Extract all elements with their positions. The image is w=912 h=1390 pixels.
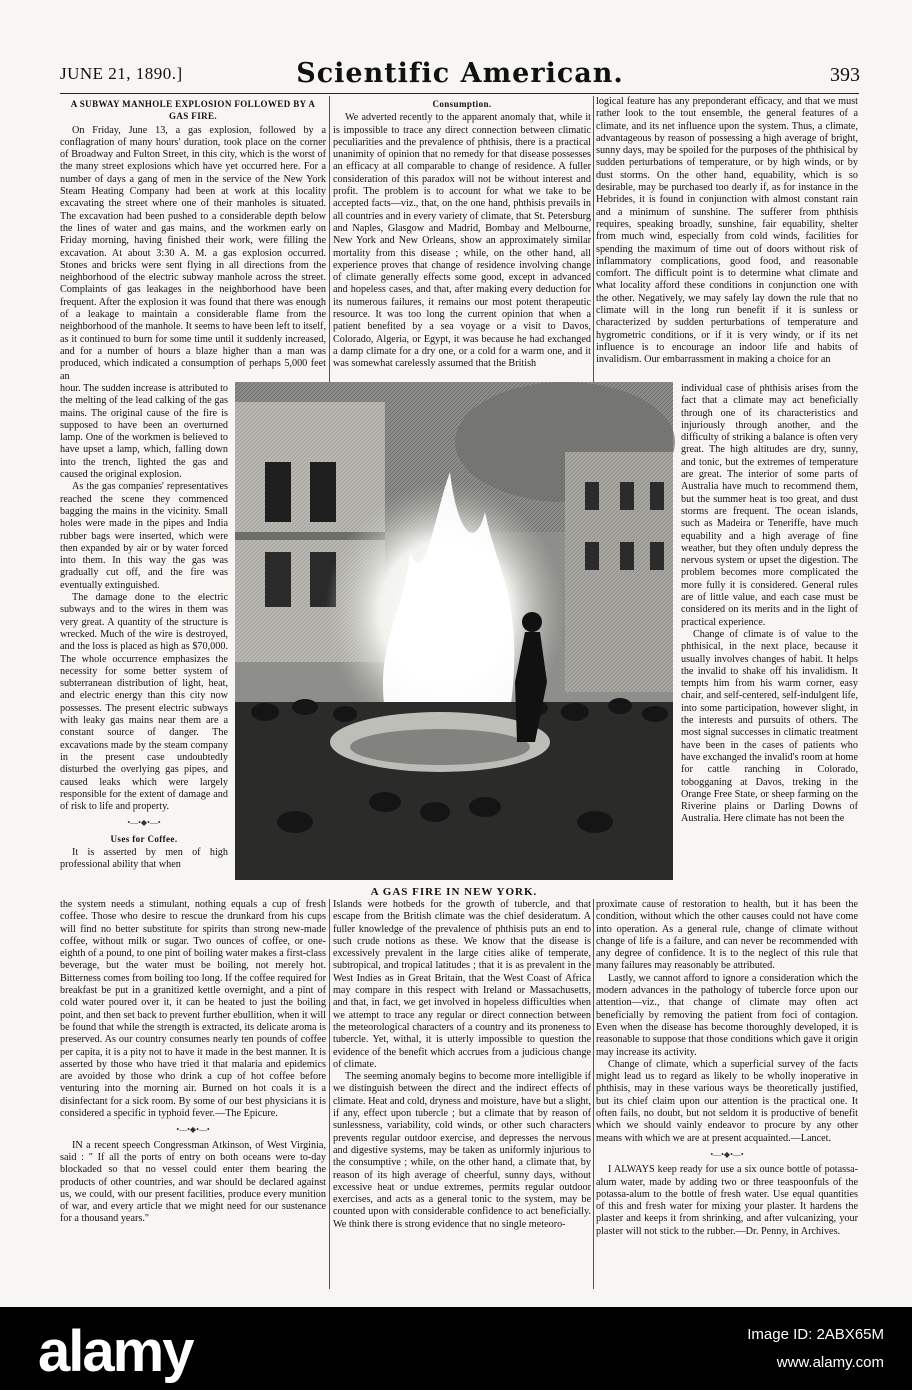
article-paragraph: logical feature has any preponderant efficacy, and that we must rather look to the tout ensemble, the general features of a climate, and its net influence upon the system. Thus, a climate, advantageous by reason of possessing a high average of bright, sunny days, may be spoiled for the purposes of the phthisical by sudden perturbations of temperature, or by high winds, or by dust storms. On the other hand, equability, which is so desirable, may be purchased too dearly if, as for instance in the Hebrides, it is found in conjunction with almost constant rain and a minimum of sunshine. The sufferer from phthisis requires, speaking broadly, sunshine, fair equability, shelter from much wind, especially from cold winds, facilities for spending the maximum of time out of doors without risk of inflammatory complications, good food, and reasonable comfort. The difficult point is to determine what climate and what locality afford these conditions in conjunction one with the other. Negatively, we may safely lay down the rule that no climate will in the long run benefit if it is sunless or characterized by sudden perturbations of temperature and hygrometric conditions, or if it is very windy, or if its net influence is to encourage an indoor life and habits of invalidism. Our embarrassment in making a choice for an <box>596 96 858 366</box>
column-2-top <box>333 96 591 378</box>
ornament-separator: •—•◆•—• <box>127 818 161 828</box>
article-paragraph: Islands were hotbeds for the growth of tubercle, and that escape from the British climate was the chief desideratum. A fuller knowledge of the prevalence of phthisis puts an end to such crude notions as these. We know that the disease is excessively prevalent in the large cities alike of temperate, subtropical, and tropical latitudes ; that it is as prevalent in the West Indies as in Great Britain, that the West Coast of Africa may compare in this respect with Ireland or Massachusetts, and that, in fact, we get involved in hopeless difficulties when we attempt to trace any regular or direct connection between the meteorological characters of a country and its proneness to tubercle. Yet, withal, it is utterly impossible to question the evidence of the benefit which accrues from a judicious change of climate. <box>333 899 591 1070</box>
figure-caption: A GAS FIRE IN NEW YORK. <box>370 886 538 898</box>
header-rule <box>60 93 859 94</box>
column-1-top <box>60 96 326 384</box>
column-divider <box>593 96 594 382</box>
article-paragraph: IN a recent speech Congressman Atkinson, of West Virginia, said : " If all the ports of entry on both oceans were to-day blockaded so that no vessel could enter them bearing the products of other countries, and war should be declared against us, we could, with our present facilities, produce every munition of war, and every article that we might need for our sustenance for a thousand years." <box>60 1139 326 1225</box>
watermark-logo: alamy <box>38 1319 193 1384</box>
column-1-narrow <box>60 383 228 871</box>
article-paragraph: The damage done to the electric subways and to the wires in them was very great. A quantity of the structure is wrecked. Much of the wire is destroyed, and the loss is placed as high as $70,000. The whole occurrence emphasizes the necessity for some better system of subterranean distribution of light, heat, and electric energy than this city now possesses. The present electric subways with leaky gas mains near them are a constant source of danger. The excavations made by the steam company in the present case undoubtedly disturbed the overlying gas pipes, and caused leaks which were largely responsible for the extent of damage and of risk to life and property. <box>60 592 228 813</box>
article-paragraph: The seeming anomaly begins to become more intelligible if we distinguish between the direct and the indirect effects of climate. Heat and cold, dryness and moisture, have but a slight, if any, effect upon tubercle ; but a climate that by reason of sunlessness, variability, cold winds, or other such characters prevents regular outdoor exercise, and depresses the nervous and digestive systems, may be taken as uniformly injurious to the consumptive ; while, on the other hand, a climate that, by reason of its high average of cheerful, sunny days, without excessive heat or undue extremes, permits regular outdoor exercises, and acts as a general tonic to the system, may be counted upon with considerable confidence to act beneficially. We think there is strong evidence that no single meteoro- <box>333 1071 592 1230</box>
article-paragraph: We adverted recently to the apparent anomaly that, while it is impossible to trace any direct connection between climatic peculiarities and the prevalence of phthisis, there is a practical unanimity of opinion that no remedy for that disease possesses an efficacy at all comparable to change of residence. A fuller consideration of this paradox will not be without interest and profit. The problem is to account for what we take to be accepted facts—viz., that, on the one hand, phthisis prevails in all countries and in every variety of climate, that St. Petersburg and Naples, Glasgow and Madrid, Bombay and Melbourne, New York and New Orleans, show an approximately similar mortality from this disease ; while, on the other hand, all experience proves that change of residence involving change of climate generally effects some good, except in advanced and hopeless cases, and that, after making every deduction for its numerous failures, it remains our most potent therapeutic resource. It was too long the current opinion that when a patient benefited by a sea voyage or a visit to Davos, Colorado, Algeria, or Egypt, it was because he had exchanged a damp climate for a dry one, or a cold for a warm one, and it was somewhat carelessly assumed that the British <box>333 112 591 370</box>
article-paragraph: Change of climate is of value to the phthisical, in the next place, because it usually involves changes of habit. It helps the invalid to shake off his invalidism. It tempts him from his warm corner, easy chair, and self-centered, self-indulgent life, into some participation, however slight, in the interests and pursuits of others. The most signal successes in climatic treatment have been in the cases of patients who have exchanged the invalid's room at home for cattle ranching in Colorado, tobogganing at Davos, treking in the Orange Free State, or sheep farming on the Riverine plains or Darling Downs of Australia. Here climate has not been the <box>681 628 858 825</box>
article-paragraph: I ALWAYS keep ready for use a six ounce bottle of potassa-alum water, made by adding two or three teaspoonfuls of the potassa-alum to the bottle of fresh water. Use equal quantities of this and fresh water for mixing your plaster. It hardens the plaster and keeps it from shrinking, and after vulcanizing, your plaster will not stick to the rubber.—Dr. Penny, in Archives. <box>596 1164 858 1237</box>
article-paragraph: proximate cause of restoration to health, but it has been the condition, without which the other causes could not have come into operation. As a general rule, change of climate without change of life is a failure, and can never be recommended with any degree of confidence. It is to the neglect of this rule that many failures may reasonably be attributed. <box>596 899 858 972</box>
watermark-image-id: Image ID: 2ABX65M <box>747 1326 884 1343</box>
ornament-separator: •—•◆•—• <box>710 1149 744 1159</box>
article-headline-subway: A SUBWAY MANHOLE EXPLOSION FOLLOWED BY A GAS FIRE. <box>70 99 316 122</box>
column-3-narrow <box>681 383 858 897</box>
article-paragraph: Lastly, we cannot afford to ignore a consideration which the modern advances in the pathology of tubercle force upon our attention—viz., that change of climate may often act beneficially by removing the patient from foci of contagion. Even when the disease has become thoroughly developed, it is reasonable to suppose that those conditions which gave it origin may increase its activity. <box>596 972 858 1058</box>
engraving-illustration <box>235 382 673 880</box>
watermark-url: www.alamy.com <box>776 1354 884 1371</box>
publication-title: Scientific American. <box>296 58 624 89</box>
article-headline-coffee: Uses for Coffee. <box>110 833 178 844</box>
article-headline-consumption: Consumption. <box>432 99 492 109</box>
column-3-bottom <box>596 899 858 1291</box>
page-number: 393 <box>830 64 860 86</box>
gas-fire-engraving <box>235 382 673 880</box>
column-divider <box>329 96 330 382</box>
page-header <box>60 58 860 94</box>
article-paragraph: the system needs a stimulant, nothing equals a cup of fresh coffee. Those who desire to rescue the drunkard from his cups will find no better substitute for spirits than strong new-made coffee, without milk or sugar. Two ounces of coffee, or one-eighth of a pound, to one pint of boiling water makes a first-class beverage, but the water must be boiling, not merely hot. Bitterness comes from boiling too long. If the coffee required for breakfast be put in a granitized kettle overnight, and a pint of cold water poured over it, it can be heated to just the boiling point, and then set back to prevent further ebullition, when it will be found that while the strength is extracted, its delicate aroma is preserved. As our country consumes nearly ten pounds of coffee per capita, it is a pity not to have it made in the best manner. It is asserted by those who have tried it that malaria and epidemics are avoided by those who drink a cup of hot coffee before venturing into the morning air. Burned on hot coals it is a disinfectant for a sick room. By some of our best physicians it is considered a specific in typhoid fever.—The Epicure. <box>60 899 326 1120</box>
article-paragraph: Change of climate, which a superficial survey of the facts might lead us to regard as likely to be wholly inoperative in phthisis, may in these various ways be theoretically justified, but its chief claim upon our attention is the practical one. It often fails, no doubt, but not seldom it is productive of benefit which we should vainly endeavor to procure by any other means with which we are at present acquainted.—Lancet. <box>596 1058 858 1144</box>
column-1-bottom <box>60 899 326 1291</box>
issue-date: JUNE 21, 1890.] <box>60 64 183 83</box>
article-paragraph: On Friday, June 13, a gas explosion, followed by a conflagration of many hours' duration, took place on the corner of Broadway and Fulton Street, in this city, which is the worst of the many street explosions which have yet occurred here. For a number of days a gang of men in the service of the New York Steam Heating Company had been at work at this locality excavating the street where one of their manholes is situated. The excavation had been pushed to a considerable depth below the lines of water and gas mains, and the workmen early on Friday morning, having finished their work, were filling the excavation. At about 3:30 A. M. a gas explosion occurred. Stones and bricks were sent flying in all directions from the neighborhood of the electric subway manhole across the street. Complaints of gas leakages in the neighborhood have been frequent. After the explosion it was found that there was enough of a leakage to maintain a considerable flame from the neighborhood of the manhole. It seems to have been left to itself, as it continued to burn for some time until it suddenly increased, and for a number of hours a blaze higher than a man was produced, which indicated a consumption of perhaps 5,000 feet an <box>60 124 326 382</box>
column-divider <box>329 899 330 1289</box>
column-divider <box>593 899 594 1289</box>
article-paragraph: hour. The sudden increase is attributed to the melting of the lead calking of the gas mains. The original cause of the fire is supposed to have been an overturned lamp. One of the workmen is believed to have upset a lamp, which, falling down into the trench, lighted the gas and caused the original explosion. <box>60 383 228 481</box>
article-paragraph: As the gas companies' representatives reached the scene they commenced bagging the mains in the vicinity. Small holes were made in the pipes and India rubber bags were inserted, which were then expanded by air or by water forced into them. In this way the gas was gradually cut off, and the fire was eventually extinguished. <box>60 481 228 591</box>
ornament-separator: •—•◆•—• <box>176 1125 210 1135</box>
article-paragraph: It is asserted by men of high professional ability that when <box>60 846 228 871</box>
column-2-bottom <box>333 899 591 1291</box>
article-paragraph: individual case of phthisis arises from the fact that a climate may act beneficially through one of its characteristics and injuriously through another, and the difficulty of striking a balance is often very great. The high altitudes are dry, sunny, and tonic, but the extremes of temperature are great. The interior of some parts of Australia have much to recommend them, but the summer heat is too great, and dust storms are frequent. The ocean islands, such as Madeira or Teneriffe, have much equability and a high average of fine weather, but they often unduly depress the nervous system or upset the digestion. The problem becomes more complicated the more fully it is considered. General rules are of little value, and each case must be considered on its merits and in the light of practical experience. <box>681 383 858 628</box>
column-3-top <box>596 96 858 378</box>
